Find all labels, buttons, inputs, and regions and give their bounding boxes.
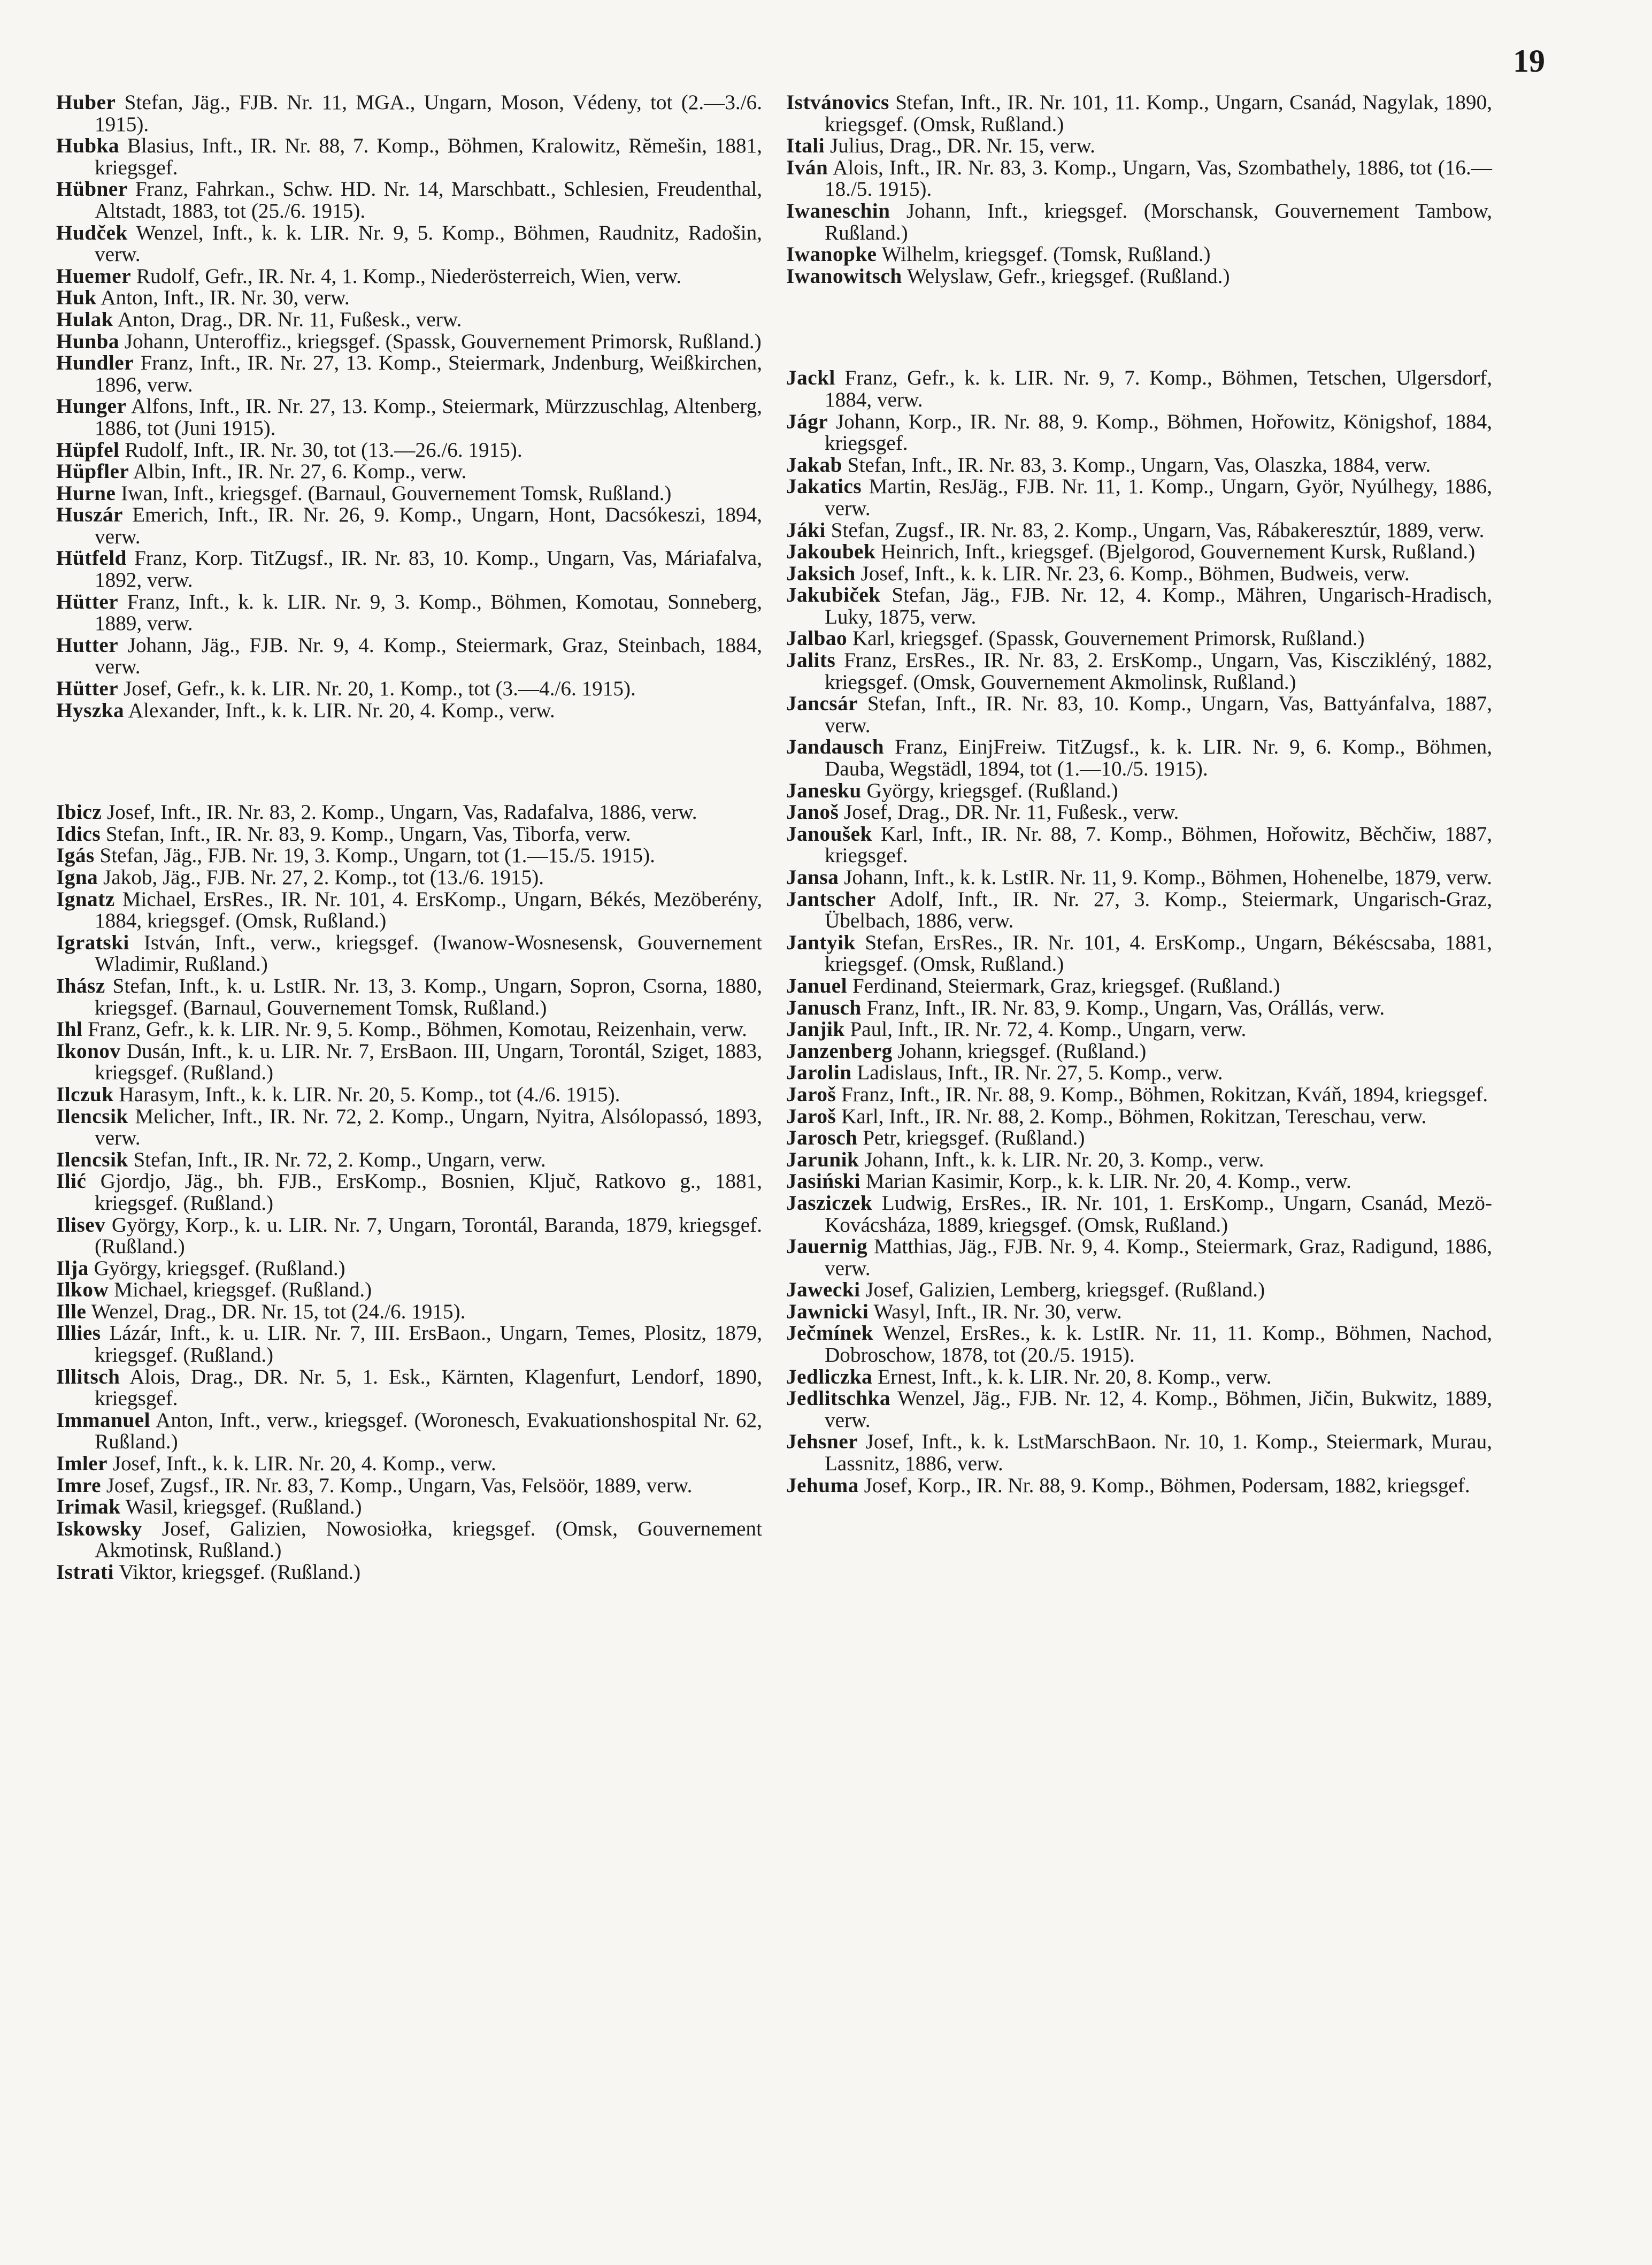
- entry-surname: Ikonov: [56, 1039, 121, 1063]
- casualty-entry: [786, 563, 1492, 585]
- entry-details: Anton, Inft., IR. Nr. 30, verw.: [101, 286, 350, 310]
- casualty-entry: [786, 367, 1492, 411]
- casualty-entry: [786, 201, 1492, 244]
- entry-surname: Hütfeld: [56, 547, 127, 570]
- entry-surname: Jackl: [786, 366, 835, 390]
- casualty-entry: [786, 411, 1492, 455]
- entry-details: Stefan, ErsRes., IR. Nr. 101, 4. ErsKomp., Ungarn, Békéscsaba, 1881, kriegsgef. (Omsk, Rußland.): [825, 931, 1493, 976]
- entry-details: Karl, Inft., IR. Nr. 88, 2. Komp., Böhmen, Rokitzan, Tereschau, verw.: [841, 1104, 1427, 1128]
- entry-surname: Ihl: [56, 1018, 83, 1041]
- entry-details: Stefan, Zugsf., IR. Nr. 83, 2. Komp., Ungarn, Vas, Rábakeresztúr, 1889, verw.: [831, 518, 1485, 542]
- entry-details: Johann, Jäg., FJB. Nr. 9, 4. Komp., Steiermark, Graz, Steinbach, 1884, verw.: [95, 633, 763, 679]
- casualty-entry: [786, 1127, 1492, 1149]
- entry-details: Wasyl, Inft., IR. Nr. 30, verw.: [873, 1300, 1122, 1323]
- entry-details: Rudolf, Gefr., IR. Nr. 4, 1. Komp., Niederösterreich, Wien, verw.: [136, 264, 682, 288]
- casualty-entry: [786, 1279, 1492, 1301]
- entry-surname: Ihász: [56, 974, 105, 997]
- casualty-entry: [786, 1475, 1492, 1497]
- casualty-entry: [56, 1258, 762, 1280]
- entry-details: Wenzel, Jäg., FJB. Nr. 12, 4. Komp., Böhmen, Jičin, Bukwitz, 1889, verw.: [825, 1387, 1493, 1432]
- entry-details: Harasym, Inft., k. k. LIR. Nr. 20, 5. Komp., tot (4./6. 1915).: [119, 1082, 620, 1106]
- entry-details: Stefan, Inft., IR. Nr. 83, 3. Komp., Ungarn, Vas, Olaszka, 1884, verw.: [847, 453, 1431, 477]
- casualty-entry: [56, 1041, 762, 1084]
- casualty-entry: [56, 287, 762, 309]
- casualty-entry: [786, 520, 1492, 542]
- entry-details: Wasil, kriegsgef. (Rußland.): [125, 1495, 362, 1519]
- entry-surname: Jaksich: [786, 562, 856, 585]
- entry-surname: Iván: [786, 156, 828, 179]
- casualty-entry: [786, 736, 1492, 780]
- entry-details: Alfons, Inft., IR. Nr. 27, 13. Komp., Steiermark, Mürzzuschlag, Altenberg, 1886, tot (Juni 1915).: [95, 395, 763, 440]
- entry-surname: Jantyik: [786, 931, 856, 954]
- entry-surname: Immanuel: [56, 1408, 151, 1432]
- entry-details: Blasius, Inft., IR. Nr. 88, 7. Komp., Böhmen, Kralowitz, Rĕmešin, 1881, kriegsgef.: [95, 134, 762, 179]
- casualty-entry: [56, 135, 762, 179]
- casualty-entry: [786, 585, 1492, 628]
- entry-surname: Jágr: [786, 410, 828, 433]
- entry-surname: Hübner: [56, 178, 128, 201]
- entry-surname: Igratski: [56, 931, 129, 954]
- casualty-entry: [56, 1453, 762, 1475]
- casualty-entry: [56, 222, 762, 266]
- left-column: [56, 92, 762, 1584]
- entry-surname: Januel: [786, 974, 848, 997]
- casualty-entry: [786, 1019, 1492, 1041]
- casualty-entry: [56, 592, 762, 635]
- casualty-entry: [786, 1193, 1492, 1236]
- entry-details: István, Inft., verw., kriegsgef. (Iwanow-Wosnesensk, Gouvernement Wladimir, Rußland.): [95, 931, 763, 976]
- entry-surname: Janzenberg: [786, 1039, 893, 1063]
- entry-surname: Huemer: [56, 264, 132, 288]
- entry-details: Johann, Inft., kriegsgef. (Morschansk, Gouvernement Tambow, Rußland.): [825, 199, 1493, 244]
- casualty-entry: [786, 92, 1492, 135]
- entry-details: Matthias, Jäg., FJB. Nr. 9, 4. Komp., Steiermark, Graz, Radigund, 1886, verw.: [825, 1235, 1492, 1280]
- casualty-entry: [56, 802, 762, 824]
- casualty-entry: [56, 1518, 762, 1562]
- casualty-entry: [786, 266, 1492, 288]
- casualty-entry: [56, 1279, 762, 1301]
- entry-surname: Jansa: [786, 866, 839, 889]
- entry-details: Ludwig, ErsRes., IR. Nr. 101, 1. ErsKomp., Ungarn, Csanád, Mezö-Kovácsháza, 1889, kriegsgef. (Omsk, Rußland.): [825, 1191, 1493, 1237]
- casualty-entry: [56, 678, 762, 700]
- casualty-entry: [56, 548, 762, 591]
- entry-details: Josef, Inft., IR. Nr. 83, 2. Komp., Ungarn, Vas, Radafalva, 1886, verw.: [107, 801, 697, 824]
- casualty-entry: [786, 1366, 1492, 1388]
- casualty-entry: [56, 824, 762, 846]
- entry-surname: Ilczuk: [56, 1082, 114, 1106]
- entry-details: Stefan, Inft., IR. Nr. 101, 11. Komp., Ungarn, Csanád, Nagylak, 1890, kriegsgef. (Omsk, Rußland.): [825, 91, 1492, 136]
- entry-surname: Hunger: [56, 395, 127, 418]
- casualty-entry: [56, 1084, 762, 1106]
- entry-surname: Jasiński: [786, 1170, 861, 1193]
- entry-surname: Jarunik: [786, 1148, 859, 1171]
- entry-details: Alois, Inft., IR. Nr. 83, 3. Komp., Ungarn, Vas, Szombathely, 1886, tot (16.—18./5. 1915).: [825, 156, 1492, 201]
- entry-details: Adolf, Inft., IR. Nr. 27, 3. Komp., Steiermark, Ungarisch-Graz, Übelbach, 1886, verw.: [825, 887, 1492, 933]
- entry-surname: Jawnicki: [786, 1300, 869, 1323]
- casualty-entry: [56, 179, 762, 222]
- entry-surname: Itali: [786, 134, 825, 158]
- entry-details: Alexander, Inft., k. k. LIR. Nr. 20, 4. Komp., verw.: [128, 698, 555, 722]
- casualty-entry: [56, 1301, 762, 1323]
- entry-surname: Jedliczka: [786, 1365, 873, 1388]
- entry-surname: Illies: [56, 1322, 101, 1345]
- entry-details: Rudolf, Inft., IR. Nr. 30, tot (13.—26./6. 1915).: [125, 438, 523, 462]
- entry-details: Josef, Drag., DR. Nr. 11, Fußesk., verw.: [844, 801, 1179, 824]
- entry-surname: Jakab: [786, 453, 842, 477]
- entry-details: Karl, Inft., IR. Nr. 88, 7. Komp., Böhmen, Hořowitz, Běchčiw, 1887, kriegsgef.: [825, 822, 1492, 867]
- entry-surname: Hüpfel: [56, 438, 120, 462]
- casualty-entry: [56, 461, 762, 483]
- entry-surname: Janusch: [786, 996, 862, 1019]
- casualty-entry: [786, 976, 1492, 997]
- casualty-entry: [56, 867, 762, 889]
- entry-surname: Jandausch: [786, 735, 885, 759]
- entry-details: Josef, Inft., k. k. LIR. Nr. 23, 6. Komp., Böhmen, Budweis, verw.: [860, 562, 1410, 585]
- entry-details: György, kriegsgef. (Rußland.): [94, 1256, 345, 1280]
- casualty-entry: [56, 1366, 762, 1410]
- entry-details: György, kriegsgef. (Rußland.): [866, 779, 1118, 802]
- casualty-entry: [56, 1496, 762, 1518]
- entry-details: Josef, Gefr., k. k. LIR. Nr. 20, 1. Komp., tot (3.—4./6. 1915).: [123, 677, 636, 701]
- entry-surname: Hundler: [56, 351, 134, 375]
- entry-surname: Hyszka: [56, 698, 125, 722]
- entry-surname: Janesku: [786, 779, 862, 802]
- entry-group-i: [56, 802, 762, 1583]
- entry-surname: Iwanopke: [786, 243, 877, 266]
- entry-details: Ernest, Inft., k. k. LIR. Nr. 20, 8. Komp., verw.: [878, 1365, 1272, 1388]
- casualty-entry: [786, 1041, 1492, 1063]
- entry-surname: Janjik: [786, 1018, 845, 1041]
- entry-surname: Jakatics: [786, 475, 862, 498]
- entry-details: Josef, Galizien, Lemberg, kriegsgef. (Rußland.): [865, 1278, 1265, 1302]
- entry-details: Marian Kasimir, Korp., k. k. LIR. Nr. 20, 4. Komp., verw.: [865, 1170, 1351, 1193]
- entry-details: Johann, Unteroffiz., kriegsgef. (Spassk, Gouvernement Primorsk, Rußland.): [124, 329, 762, 353]
- entry-surname: Hulak: [56, 308, 114, 331]
- entry-details: Albin, Inft., IR. Nr. 27, 6. Komp., verw.: [133, 460, 467, 483]
- casualty-entry: [56, 700, 762, 722]
- entry-details: Johann, Inft., k. k. LstIR. Nr. 11, 9. Komp., Böhmen, Hohenelbe, 1879, verw.: [844, 866, 1492, 889]
- entry-details: Ferdinand, Steiermark, Graz, kriegsgef. (Rußland.): [852, 974, 1280, 997]
- entry-details: Jakob, Jäg., FJB. Nr. 27, 2. Komp., tot (13./6. 1915).: [103, 866, 544, 889]
- entry-details: Iwan, Inft., kriegsgef. (Barnaul, Gouvernement Tomsk, Rußland.): [121, 481, 672, 505]
- entry-details: Stefan, Inft., IR. Nr. 83, 9. Komp., Ungarn, Vas, Tiborfa, verw.: [105, 822, 631, 846]
- entry-group-i: [786, 92, 1492, 287]
- entry-details: Michael, kriegsgef. (Rußland.): [114, 1278, 372, 1302]
- entry-surname: Istvánovics: [786, 91, 889, 114]
- entry-details: Franz, Inft., IR. Nr. 83, 9. Komp., Ungarn, Vas, Orállás, verw.: [866, 996, 1385, 1019]
- casualty-entry: [56, 483, 762, 505]
- entry-details: Josef, Korp., IR. Nr. 88, 9. Komp., Böhmen, Podersam, 1882, kriegsgef.: [864, 1473, 1470, 1497]
- entry-details: Petr, kriegsgef. (Rußland.): [863, 1126, 1085, 1150]
- entry-surname: Ilkow: [56, 1278, 109, 1302]
- casualty-entry: [56, 1215, 762, 1258]
- entry-surname: Jaroš: [786, 1104, 836, 1128]
- entry-details: Martin, ResJäg., FJB. Nr. 11, 1. Komp., Ungarn, Györ, Nyúlhegy, 1886, verw.: [825, 475, 1492, 520]
- entry-details: Wenzel, Drag., DR. Nr. 15, tot (24./6. 1915).: [91, 1300, 466, 1323]
- entry-details: Josef, Galizien, Nowosiołka, kriegsgef. (Omsk, Gouvernement Akmotinsk, Rußland.): [95, 1517, 763, 1562]
- entry-surname: Irimak: [56, 1495, 121, 1519]
- entry-surname: Janoš: [786, 801, 839, 824]
- casualty-entry: [786, 1149, 1492, 1171]
- entry-details: Johann, kriegsgef. (Rußland.): [897, 1039, 1147, 1063]
- entry-details: Emerich, Inft., IR. Nr. 26, 9. Komp., Ungarn, Hont, Dacsókeszi, 1894, verw.: [95, 503, 762, 548]
- casualty-entry: [786, 244, 1492, 266]
- entry-details: Welyslaw, Gefr., kriegsgef. (Rußland.): [906, 264, 1230, 288]
- entry-surname: Hudček: [56, 221, 128, 244]
- entry-details: Johann, Korp., IR. Nr. 88, 9. Komp., Böhmen, Hořowitz, Königshof, 1884, kriegsgef.: [825, 410, 1493, 455]
- entry-surname: Ibicz: [56, 801, 102, 824]
- casualty-entry: [786, 780, 1492, 802]
- entry-surname: Illitsch: [56, 1365, 120, 1388]
- entry-details: Franz, EinjFreiw. TitZugsf., k. k. LIR. Nr. 9, 6. Komp., Böhmen, Dauba, Wegstädl, 1894, tot (1.—10./5. 1915).: [825, 735, 1492, 781]
- entry-surname: Igás: [56, 844, 95, 867]
- entry-details: Heinrich, Inft., kriegsgef. (Bjelgorod, Gouvernement Kursk, Rußland.): [881, 540, 1476, 564]
- entry-details: Wilhelm, kriegsgef. (Tomsk, Rußland.): [881, 243, 1211, 266]
- casualty-entry: [56, 845, 762, 867]
- entry-surname: Ilja: [56, 1256, 89, 1280]
- casualty-entry: [56, 1171, 762, 1214]
- casualty-entry: [56, 1410, 762, 1453]
- casualty-entry: [56, 92, 762, 135]
- entry-details: Franz, Inft., k. k. LIR. Nr. 9, 3. Komp., Böhmen, Komotau, Sonneberg, 1889, verw.: [95, 590, 762, 635]
- entry-surname: Jarolin: [786, 1061, 852, 1085]
- casualty-entry: [786, 1388, 1492, 1431]
- section-divider: [56, 721, 762, 802]
- entry-details: Franz, Korp. TitZugsf., IR. Nr. 83, 10. Komp., Ungarn, Vas, Máriafalva, 1892, verw.: [95, 547, 762, 592]
- entry-details: Franz, Gefr., k. k. LIR. Nr. 9, 5. Komp., Böhmen, Komotau, Reizenhain, verw.: [88, 1018, 747, 1041]
- entry-surname: Janoušek: [786, 822, 872, 846]
- entry-details: Paul, Inft., IR. Nr. 72, 4. Komp., Ungarn, verw.: [850, 1018, 1247, 1041]
- entry-details: Josef, Inft., k. k. LIR. Nr. 20, 4. Komp., verw.: [112, 1452, 496, 1476]
- entry-surname: Hütter: [56, 677, 119, 701]
- entry-surname: Imler: [56, 1452, 108, 1476]
- entry-surname: Jedlitschka: [786, 1387, 890, 1410]
- entry-surname: Ilić: [56, 1170, 87, 1193]
- casualty-entry: [56, 1149, 762, 1171]
- entry-details: Alois, Drag., DR. Nr. 5, 1. Esk., Kärnten, Klagenfurt, Lendorf, 1890, kriegsgef.: [95, 1365, 762, 1410]
- entry-details: Melicher, Inft., IR. Nr. 72, 2. Komp., Ungarn, Nyitra, Alsólopassó, 1893, verw.: [95, 1104, 763, 1150]
- entry-surname: Hubka: [56, 134, 119, 158]
- entry-surname: Jaroš: [786, 1082, 836, 1106]
- casualty-entry: [786, 1236, 1492, 1279]
- casualty-entry: [56, 1475, 762, 1497]
- entry-surname: Igna: [56, 866, 98, 889]
- casualty-entry: [786, 1171, 1492, 1193]
- casualty-entry: [56, 309, 762, 331]
- entry-surname: Idics: [56, 822, 101, 846]
- entry-group-j: [786, 367, 1492, 1496]
- casualty-entry: [786, 867, 1492, 889]
- entry-surname: Jauernig: [786, 1235, 868, 1258]
- casualty-entry: [786, 1084, 1492, 1106]
- entry-details: Franz, Gefr., k. k. LIR. Nr. 9, 7. Komp., Böhmen, Tetschen, Ulgersdorf, 1884, verw.: [825, 366, 1493, 411]
- entry-surname: Ilisev: [56, 1213, 106, 1237]
- casualty-entry: [786, 135, 1492, 157]
- entry-surname: Jehuma: [786, 1473, 859, 1497]
- casualty-entry: [56, 266, 762, 288]
- entry-surname: Imre: [56, 1473, 101, 1497]
- entry-surname: Jakubiček: [786, 583, 881, 607]
- entry-surname: Jancsár: [786, 692, 858, 716]
- entry-surname: Iwaneschin: [786, 199, 890, 222]
- entry-surname: Jantscher: [786, 887, 876, 911]
- casualty-entry: [786, 824, 1492, 867]
- right-column: [786, 92, 1492, 1496]
- entry-details: Michael, ErsRes., IR. Nr. 101, 4. ErsKomp., Ungarn, Békés, Mezöberény, 1884, kriegsgef. (Omsk, Rußland.): [95, 887, 762, 933]
- casualty-entry: [56, 889, 762, 932]
- casualty-entry: [56, 504, 762, 548]
- casualty-entry: [786, 628, 1492, 650]
- casualty-entry: [56, 396, 762, 439]
- casualty-entry: [786, 932, 1492, 976]
- casualty-entry: [786, 650, 1492, 693]
- entry-details: Johann, Inft., k. k. LIR. Nr. 20, 3. Komp., verw.: [864, 1148, 1264, 1171]
- entry-surname: Iskowsky: [56, 1517, 142, 1540]
- entry-details: Viktor, kriegsgef. (Rußland.): [119, 1561, 361, 1584]
- entry-details: Franz, Fahrkan., Schw. HD. Nr. 14, Marschbatt., Schlesien, Freudenthal, Altstadt, 1883, tot (25./6. 1915).: [95, 178, 763, 222]
- entry-surname: Iwanowitsch: [786, 264, 902, 288]
- casualty-entry: [786, 476, 1492, 519]
- entry-details: Josef, Zugsf., IR. Nr. 83, 7. Komp., Ungarn, Vas, Felsöör, 1889, verw.: [106, 1473, 693, 1497]
- casualty-entry: [786, 997, 1492, 1019]
- entry-details: Stefan, Jäg., FJB. Nr. 11, MGA., Ungarn, Moson, Védeny, tot (2.—3./6. 1915).: [95, 91, 763, 136]
- entry-details: Stefan, Jäg., FJB. Nr. 12, 4. Komp., Mähren, Ungarisch-Hradisch, Luky, 1875, verw.: [825, 583, 1493, 628]
- entry-details: Franz, ErsRes., IR. Nr. 83, 2. ErsKomp., Ungarn, Vas, Kisczikléný, 1882, kriegsgef. (Omsk, Gouvernement Akmolinsk, Rußland.): [825, 649, 1493, 694]
- entry-surname: Istrati: [56, 1561, 114, 1584]
- section-divider: [786, 287, 1492, 367]
- entry-details: Karl, kriegsgef. (Spassk, Gouvernement Primorsk, Rußland.): [852, 627, 1365, 650]
- entry-surname: Jalits: [786, 649, 836, 672]
- entry-surname: Ilencsik: [56, 1104, 128, 1128]
- casualty-entry: [56, 1562, 762, 1584]
- casualty-entry: [786, 1062, 1492, 1084]
- entry-surname: Jarosch: [786, 1126, 858, 1150]
- casualty-entry: [786, 693, 1492, 736]
- entry-surname: Ječmínek: [786, 1322, 873, 1345]
- casualty-entry: [56, 331, 762, 353]
- casualty-entry: [56, 976, 762, 1019]
- casualty-entry: [786, 1106, 1492, 1128]
- entry-details: Stefan, Inft., k. u. LstIR. Nr. 13, 3. Komp., Ungarn, Sopron, Csorna, 1880, kriegsgef. (Barnaul, Gouvernement Tomsk, Rußland.): [95, 974, 763, 1019]
- entry-surname: Jáki: [786, 518, 826, 542]
- casualty-entry: [56, 1106, 762, 1149]
- entry-details: Lázár, Inft., k. u. LIR. Nr. 7, III. ErsBaon., Ungarn, Temes, Plositz, 1879, kriegsgef. (Rußland.): [95, 1322, 763, 1367]
- entry-surname: Hütter: [56, 590, 119, 613]
- casualty-entry: [786, 1301, 1492, 1323]
- entry-surname: Ille: [56, 1300, 87, 1323]
- entry-details: Wenzel, Inft., k. k. LIR. Nr. 9, 5. Komp., Böhmen, Raudnitz, Radošin, verw.: [95, 221, 762, 266]
- entry-details: Julius, Drag., DR. Nr. 15, verw.: [829, 134, 1095, 158]
- entry-surname: Hüpfler: [56, 460, 129, 483]
- page-number: 19: [1513, 43, 1545, 79]
- entry-surname: Ignatz: [56, 887, 115, 911]
- entry-details: György, Korp., k. u. LIR. Nr. 7, Ungarn, Torontál, Baranda, 1879, kriegsgef. (Rußland.): [95, 1213, 762, 1258]
- entry-details: Anton, Inft., verw., kriegsgef. (Woronesch, Evakuationshospital Nr. 62, Rußland.): [95, 1408, 762, 1454]
- entry-surname: Ilencsik: [56, 1148, 128, 1171]
- entry-details: Gjordjo, Jäg., bh. FJB., ErsKomp., Bosnien, Ključ, Ratkovo g., 1881, kriegsgef. (Rußland.): [95, 1170, 762, 1215]
- entry-details: Stefan, Jäg., FJB. Nr. 19, 3. Komp., Ungarn, tot (1.—15./5. 1915).: [99, 844, 655, 867]
- entry-surname: Huk: [56, 286, 97, 310]
- entry-surname: Huber: [56, 91, 116, 114]
- entry-details: Wenzel, ErsRes., k. k. LstIR. Nr. 11, 11. Komp., Böhmen, Nachod, Dobroschow, 1878, tot (20./5. 1915).: [825, 1322, 1493, 1367]
- entry-details: Franz, Inft., IR. Nr. 27, 13. Komp., Steiermark, Jndenburg, Weißkirchen, 1896, verw.: [95, 351, 763, 396]
- casualty-entry: [786, 802, 1492, 824]
- entry-surname: Jasziczek: [786, 1191, 873, 1215]
- entry-details: Anton, Drag., DR. Nr. 11, Fußesk., verw.: [117, 308, 462, 331]
- entry-surname: Jakoubek: [786, 540, 876, 564]
- casualty-entry: [56, 352, 762, 396]
- casualty-entry: [786, 541, 1492, 563]
- entry-group-h: [56, 92, 762, 721]
- entry-details: Josef, Inft., k. k. LstMarschBaon. Nr. 10, 1. Komp., Steiermark, Murau, Lassnitz, 1886, verw.: [825, 1430, 1493, 1476]
- entry-surname: Jawecki: [786, 1278, 860, 1302]
- entry-surname: Huszár: [56, 503, 123, 527]
- entry-surname: Jehsner: [786, 1430, 858, 1454]
- casualty-entry: [56, 1019, 762, 1041]
- casualty-entry: [56, 440, 762, 462]
- casualty-entry: [56, 635, 762, 678]
- entry-details: Stefan, Inft., IR. Nr. 72, 2. Komp., Ungarn, verw.: [133, 1148, 546, 1171]
- entry-surname: Hunba: [56, 329, 119, 353]
- casualty-entry: [786, 455, 1492, 477]
- entry-details: Franz, Inft., IR. Nr. 88, 9. Komp., Böhmen, Rokitzan, Kváň, 1894, kriegsgef.: [841, 1082, 1488, 1106]
- entry-surname: Jalbao: [786, 627, 848, 650]
- entry-details: Dusán, Inft., k. u. LIR. Nr. 7, ErsBaon. III, Ungarn, Torontál, Sziget, 1883, kriegsgef. (Rußland.): [95, 1039, 763, 1085]
- casualty-entry: [786, 157, 1492, 201]
- entry-surname: Hutter: [56, 633, 119, 657]
- entry-details: Ladislaus, Inft., IR. Nr. 27, 5. Komp., verw.: [857, 1061, 1223, 1085]
- casualty-entry: [786, 889, 1492, 932]
- entry-details: Stefan, Inft., IR. Nr. 83, 10. Komp., Ungarn, Vas, Battyánfalva, 1887, verw.: [825, 692, 1493, 737]
- casualty-entry: [56, 932, 762, 976]
- casualty-entry: [786, 1323, 1492, 1366]
- casualty-entry: [786, 1431, 1492, 1475]
- casualty-entry: [56, 1323, 762, 1366]
- entry-surname: Hurne: [56, 481, 116, 505]
